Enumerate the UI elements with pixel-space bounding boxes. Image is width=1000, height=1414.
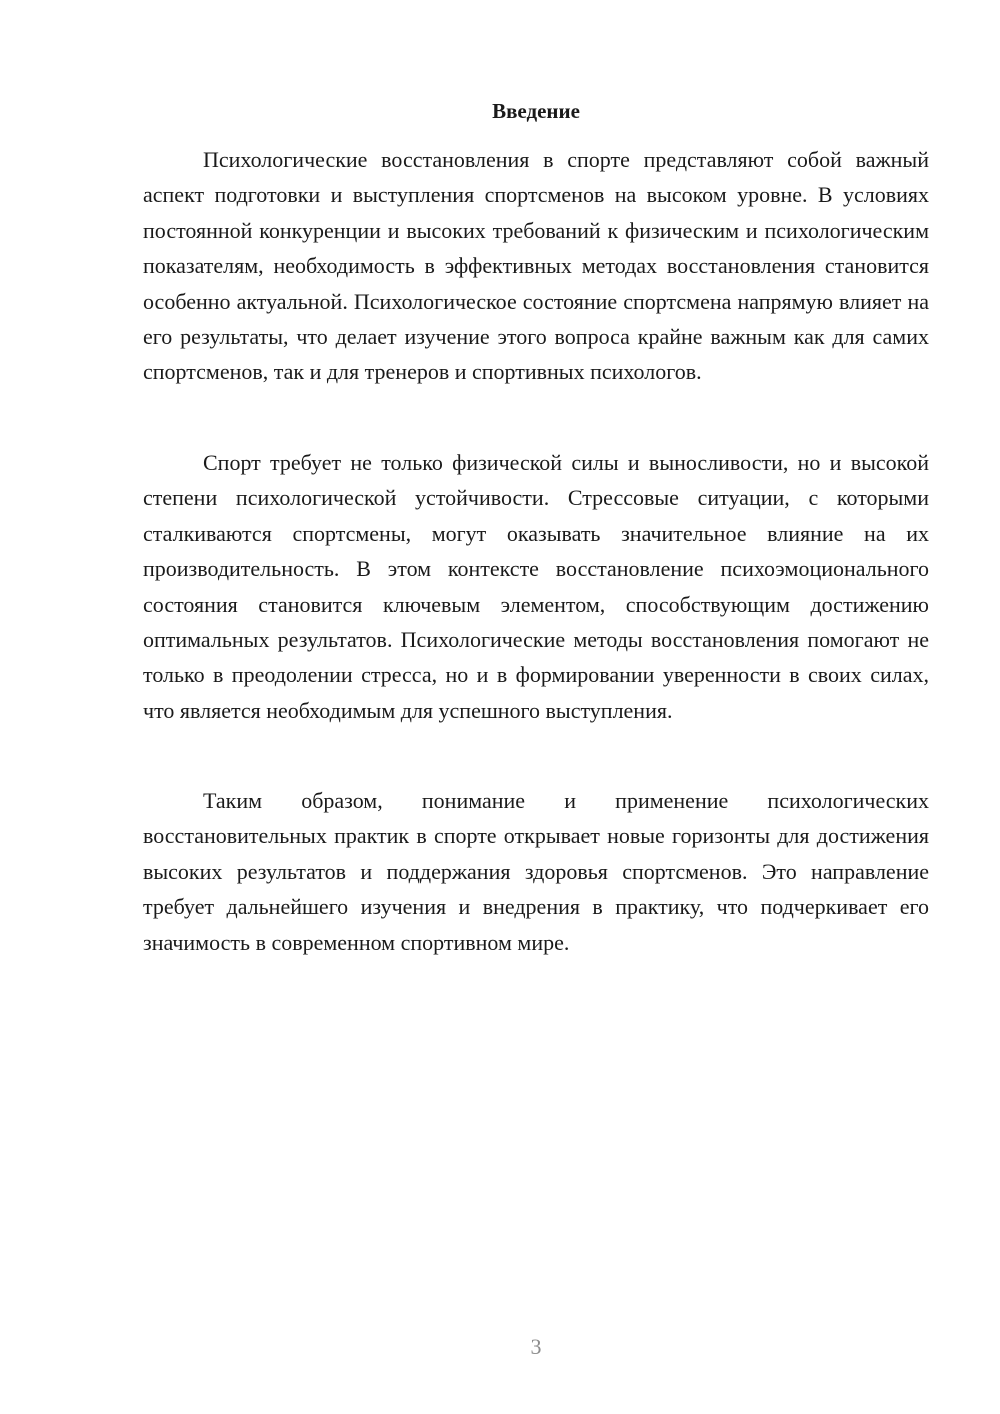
- paragraph-1: Психологические восстановления в спорте представляют собой важный аспект подготовки и выступления спортсменов на высоком уровне. В условиях постоянной конкуренции и высоких требований к физическим и психологическим показателям, необходимость в эффективных методах восстановления становится особенно актуальной. Психологическое состояние спортсмена напрямую влияет на его результаты, что делает изучение этого вопроса крайне важным как для самих спортсменов, так и для тренеров и спортивных психологов.: [143, 147, 929, 385]
- paragraph-2: Спорт требует не только физической силы и выносливости, но и высокой степени психологической устойчивости. Стрессовые ситуации, с которыми сталкиваются спортсмены, могут оказывать значительное влияние на их производительность. В этом контексте восстановление психоэмоционального состояния становится ключевым элементом, способствующим достижению оптимальных результатов. Психологические методы восстановления помогают не только в преодолении стресса, но и в формировании уверенности в своих силах, что является необходимым для успешного выступления.: [143, 450, 929, 723]
- page-number: 3: [530, 1334, 542, 1359]
- paragraph-3: Таким образом, понимание и применение психологических восстановительных практик в спорте открывает новые горизонты для достижения высоких результатов и поддержания здоровья спортсменов. Это направление требует дальнейшего изучения и внедрения в практику, что подчеркивает его значимость в современном спортивном мире.: [143, 788, 929, 955]
- section-heading: Введение: [492, 99, 580, 123]
